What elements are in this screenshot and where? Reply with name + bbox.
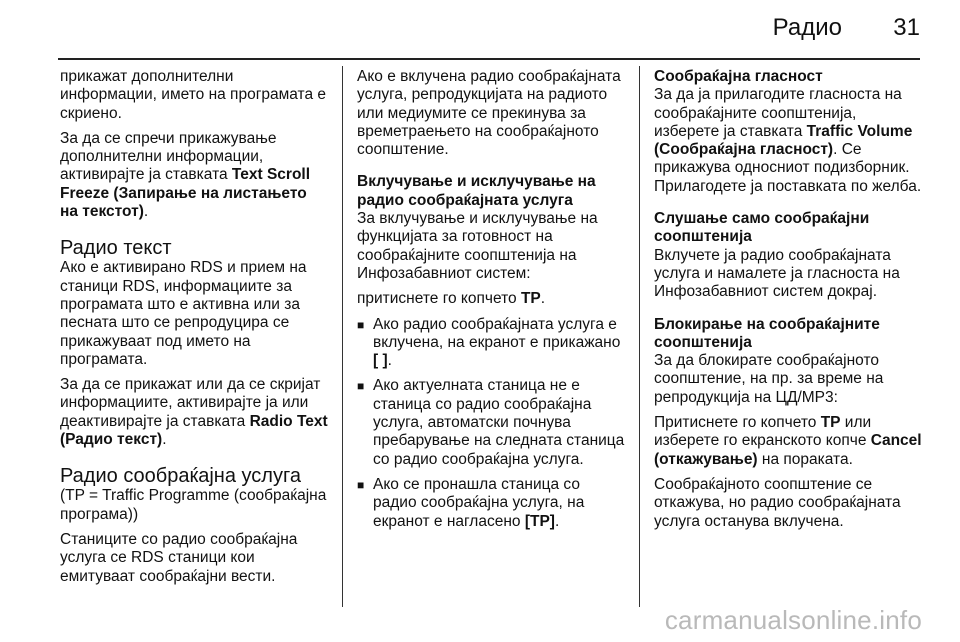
paragraph xyxy=(60,376,328,449)
text: . Се прикажува односниот подизборник. Прилагодете ја поставката по желба. xyxy=(654,141,922,195)
paragraph xyxy=(654,86,924,196)
paragraph: За да блокирате сообраќајното соопштение, на пр. за време на репродукција на ЦД/MP3: xyxy=(654,352,884,406)
text: Ако радио сообраќајната услуга е вклучена, на екранот е прикажано xyxy=(373,315,621,351)
column-1 xyxy=(60,68,328,593)
text: . xyxy=(162,431,167,449)
column-divider-left xyxy=(342,66,343,607)
paragraph: Вклучете ја радио сообраќајната услуга и намалете ја гласноста на Инфозабавниот систем докрај. xyxy=(654,246,900,301)
text: . xyxy=(387,352,392,370)
text: . xyxy=(554,512,560,530)
paragraph: Ако е активирано RDS и прием на станици RDS, информациите за програмата што е активна или за песната што се репродуцира се прикажуваат под името на програмата. xyxy=(60,259,307,368)
heading-traffic-service: Радио сообраќајна услуга xyxy=(60,465,301,488)
text: на пораката. xyxy=(757,450,853,468)
display-indicator: [ ] xyxy=(373,352,388,370)
heading-on-off: Вклучување и исклучување на радио сообраќајната услуга xyxy=(357,173,596,209)
paragraph: Станиците со радио сообраќајна услуга се RDS станици кои емитуваат сообраќајни вести. xyxy=(60,530,298,585)
paragraph: Сообраќајното соопштение се откажува, но радио сообраќајната услуга останува вклучена. xyxy=(654,475,901,530)
bullet-icon: ■ xyxy=(357,379,365,394)
text: или изберете го екранското копче xyxy=(654,414,872,450)
bullet-icon: ■ xyxy=(357,477,365,492)
page-header xyxy=(58,0,920,60)
paragraph: прикажат дополнителни информации, името на програмата е скриено. xyxy=(60,68,326,122)
heading-radio-text: Радио текст xyxy=(60,237,172,260)
paragraph: Ако е вклучена радио сообраќајната услуга, репродукцијата на радиото или медиумите се прекинува за времетраењето на сообраќајното соопштение. xyxy=(357,68,621,159)
heading-block: Блокирање на сообраќајните соопштенија xyxy=(654,315,880,351)
text: За да ја прилагодите гласноста на сообраќајните соопштенија, изберете ја ставката xyxy=(654,86,902,140)
text: За да се прикажат или да се скријат информациите, активирајте ја или деактивирајте ја ставката xyxy=(60,376,321,430)
paragraph: (TP = Traffic Programme (сообраќајна програма)) xyxy=(60,487,327,523)
paragraph xyxy=(654,414,924,469)
display-indicator: [TP] xyxy=(524,512,555,530)
text: Ако актуелната станица не е станица со радио сообраќајна услуга, автоматски почнува пребарување на следната станица со радио сообраќајна услуга. xyxy=(373,377,625,468)
setting-name: Radio Text (Радио текст) xyxy=(60,412,328,449)
text: . xyxy=(540,290,546,308)
button-name: TP xyxy=(520,290,541,308)
paragraph xyxy=(357,290,627,308)
heading-listen-only: Слушање само сообраќајни соопштенија xyxy=(654,210,870,246)
heading-traffic-volume: Сообраќајна гласност xyxy=(654,68,823,85)
column-divider-right xyxy=(639,66,640,607)
setting-name: Traffic Volume (Сообраќајна гласност) xyxy=(654,122,913,159)
text: За да се спречи прикажување дополнителни информации, активирајте ја ставката xyxy=(60,129,277,184)
list-item xyxy=(357,476,627,531)
watermark: carmanualsonline.info xyxy=(664,605,922,635)
text: притиснете го копчето xyxy=(357,290,521,308)
button-name: TP xyxy=(820,414,841,432)
column-3 xyxy=(654,68,924,538)
button-name: Cancel (откажување) xyxy=(654,432,922,468)
text: Ако се пронашла станица со радио сообраќајна услуга, на екранот е нагласено xyxy=(373,475,585,530)
list-item xyxy=(357,377,627,468)
setting-name: Text Scroll Freeze (Запирање на листањето на текстот) xyxy=(60,166,311,221)
section-title: Радио xyxy=(772,14,842,41)
bullet-list xyxy=(357,316,627,531)
paragraph: За вклучување и исклучување на функцијата за готовност на сообраќајните соопштенија на Инфозабавниот систем: xyxy=(357,210,598,282)
text: Притиснете го копчето xyxy=(654,414,821,432)
page-number: 31 xyxy=(893,14,920,41)
column-2 xyxy=(357,68,627,538)
list-item xyxy=(357,316,627,371)
text: . xyxy=(143,203,149,221)
bullet-icon: ■ xyxy=(357,317,365,332)
paragraph xyxy=(60,130,328,221)
